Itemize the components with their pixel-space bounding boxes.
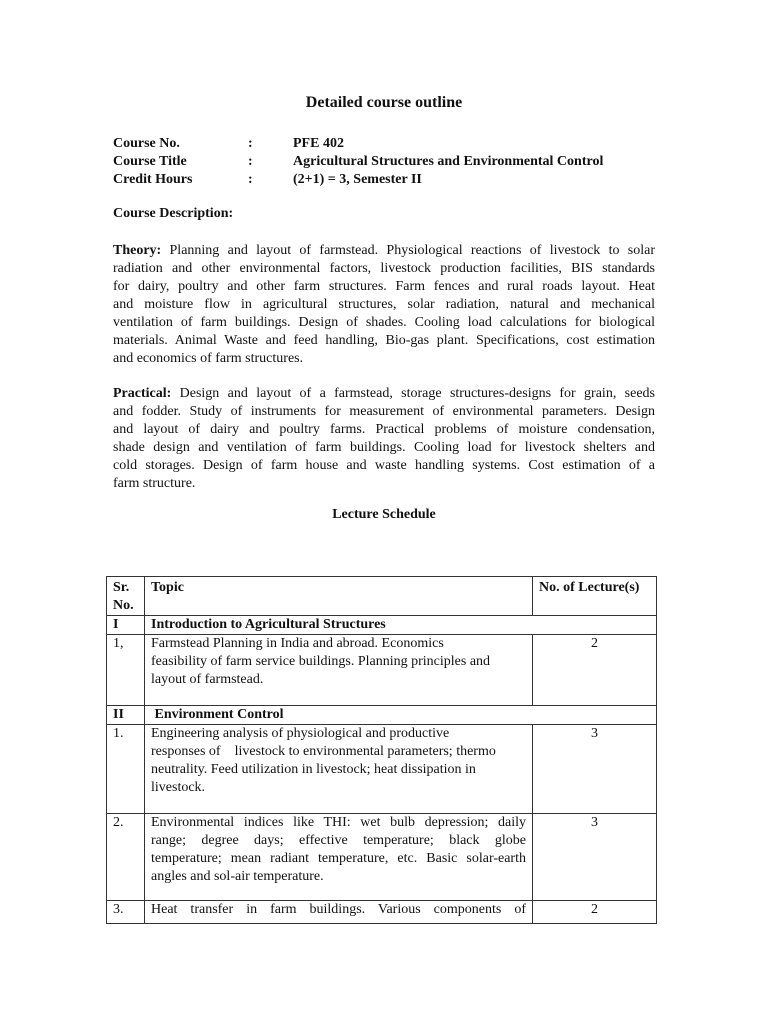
row-lectures: 3: [533, 814, 657, 901]
paragraph-line: cold storages. Design of farm house and waste handling systems. Cost estimation of a: [113, 458, 655, 473]
meta-label: Credit Hours: [113, 172, 193, 187]
row-topic: [145, 901, 533, 924]
group-row: [107, 706, 657, 725]
meta-label: Course Title: [113, 154, 187, 169]
paragraph-line: materials. Animal Waste and feed handling, Bio-gas plant. Specifications, cost estimation: [113, 333, 655, 348]
row-lectures: 2: [533, 635, 657, 706]
lecture-schedule-title: Lecture Schedule: [332, 507, 436, 522]
header-sr-line: Sr.: [113, 580, 130, 595]
topic-line: feasibility of farm service buildings. Planning principles and: [151, 654, 491, 669]
topic-line: Heat transfer in farm buildings. Various components of: [151, 902, 526, 917]
topic-line: livestock.: [151, 780, 206, 795]
row-lectures: 3: [533, 725, 657, 814]
table-row: [107, 814, 657, 901]
topic-line: Farmstead Planning in India and abroad. Economics: [151, 636, 444, 651]
topic-line: neutrality. Feed utilization in livestock; heat dissipation in: [151, 762, 476, 777]
meta-label: Course No.: [113, 136, 180, 151]
row-topic: [145, 725, 533, 814]
row-lectures: 2: [533, 901, 657, 924]
group-sr: II: [107, 706, 145, 725]
line-text: Planning and layout of farmstead. Physiological reactions of livestock to solar: [161, 243, 655, 258]
meta-colon: :: [248, 154, 253, 169]
header-sr-line: No.: [113, 598, 134, 613]
theory-paragraph: [113, 242, 655, 368]
group-title: Introduction to Agricultural Structures: [145, 616, 657, 635]
paragraph-line: and fodder. Study of instruments for measurement of environmental parameters. Design: [113, 404, 655, 419]
row-sr: 1,: [107, 635, 145, 706]
lecture-schedule-table: [106, 576, 657, 924]
course-description-heading: Course Description:: [113, 206, 234, 221]
row-topic: [145, 814, 533, 901]
paragraph-line: and economics of farm structures.: [113, 351, 304, 366]
header-topic: Topic: [145, 577, 533, 616]
meta-colon: :: [248, 172, 253, 187]
row-sr: 3.: [107, 901, 145, 924]
table-header-row: [107, 577, 657, 616]
table-row: [107, 725, 657, 814]
paragraph-line: [113, 242, 655, 260]
topic-line: responses of livestock to environmental parameters; thermo: [151, 744, 496, 759]
practical-paragraph: [113, 385, 655, 493]
topic-line: temperature; mean radiant temperature, etc. Basic solar-earth: [151, 851, 526, 866]
paragraph-line: shade design and ventilation of farm buildings. Cooling load for livestock shelters and: [113, 440, 655, 455]
paragraph-line: radiation and other environmental factors, livestock production facilities, BIS standards: [113, 261, 655, 276]
group-row: [107, 616, 657, 635]
row-sr: 2.: [107, 814, 145, 901]
topic-line: Environmental indices like THI: wet bulb depression; daily: [151, 815, 526, 830]
table-row: [107, 635, 657, 706]
meta-value: PFE 402: [293, 136, 344, 151]
paragraph-line: farm structure.: [113, 476, 196, 491]
page-title: Detailed course outline: [305, 94, 463, 111]
paragraph-line: [113, 385, 655, 403]
topic-line: Engineering analysis of physiological and productive: [151, 726, 450, 741]
meta-value: (2+1) = 3, Semester II: [293, 172, 422, 187]
group-sr: I: [107, 616, 145, 635]
group-title: Environment Control: [145, 706, 657, 725]
theory-lead: Theory:: [113, 243, 162, 258]
paragraph-line: ventilation of farm buildings. Design of shades. Cooling load calculations for biological: [113, 315, 655, 330]
topic-line: range; degree days; effective temperature; black globe: [151, 833, 526, 848]
row-topic: [145, 635, 533, 706]
header-sr: [107, 577, 145, 616]
paragraph-line: and layout of dairy and poultry farms. Practical problems of moisture condensation,: [113, 422, 655, 437]
paragraph-line: and moisture flow in agricultural structures, solar radiation, natural and mechanical: [113, 297, 655, 312]
topic-line: layout of farmstead.: [151, 672, 264, 687]
line-text: Design and layout of a farmstead, storage structures-designs for grain, seeds: [171, 386, 655, 401]
table-row: [107, 901, 657, 924]
practical-lead: Practical:: [113, 386, 172, 401]
header-lectures: No. of Lecture(s): [533, 577, 657, 616]
paragraph-line: for dairy, poultry and other farm structures. Farm fences and rural roads layout. Heat: [113, 279, 655, 294]
topic-line: angles and sol-air temperature.: [151, 869, 324, 884]
row-sr: 1.: [107, 725, 145, 814]
meta-colon: :: [248, 136, 253, 151]
meta-value: Agricultural Structures and Environmental Control: [293, 154, 604, 169]
